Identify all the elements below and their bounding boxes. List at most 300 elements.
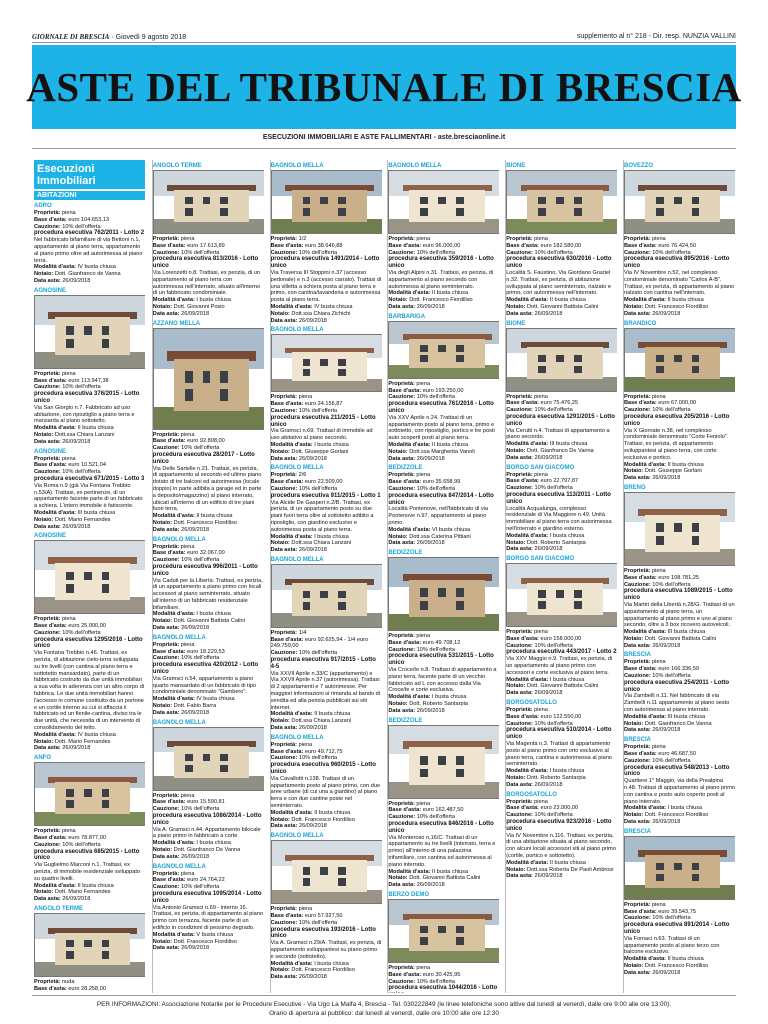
auction-mode-label: Modalità d'asta: <box>270 960 313 967</box>
listing-entry <box>624 902 735 977</box>
listing-location: BAGNOLO MELLA <box>270 163 324 169</box>
auction-mode-value: II busta chiusa <box>432 868 469 875</box>
deposit-value: 10% dell'offerta <box>534 249 573 256</box>
deposit-label: Cauzione: <box>270 407 298 414</box>
base-price-label: Base d'asta: <box>624 666 657 673</box>
listing-entry <box>388 801 499 889</box>
procedure-number: procedura esecutiva 205/2016 - Lotto unico <box>624 413 730 427</box>
base-price-label: Base d'asta: <box>270 748 304 755</box>
procedure-number: procedura esecutiva 548/2013 - Lotto unico <box>624 764 730 778</box>
auction-mode-label: Modalità d'asta: <box>624 805 667 812</box>
auction-date-label: Data asta: <box>388 707 416 714</box>
deposit-label: Cauzione: <box>34 384 61 391</box>
property-photo <box>271 334 382 392</box>
auction-date-label: Data asta: <box>270 547 298 554</box>
auction-mode-value: I busta chiusa <box>196 611 231 618</box>
auction-date-label: Data asta: <box>152 853 180 860</box>
deposit-value: 10% dell'offerta <box>298 919 338 926</box>
ownership-value: piena <box>61 455 76 462</box>
auction-date-value: 26/09/2018 <box>534 454 563 461</box>
auction-date-value: 26/09/2018 <box>652 475 681 482</box>
listing-entry <box>506 394 617 462</box>
deposit-value: 10% dell'offerta <box>298 755 338 762</box>
notary-label: Notaio: <box>270 540 290 547</box>
ownership-label: Proprietà: <box>270 741 298 748</box>
listing-entry <box>388 472 499 547</box>
notary-label: Notaio: <box>34 271 54 278</box>
deposit-label: Cauzione: <box>270 919 298 926</box>
notary-value: Dott. Roberto Santarpia <box>527 539 586 546</box>
auction-date-label: Data asta: <box>34 523 61 530</box>
base-price-value: euro 182.580,00 <box>540 242 582 249</box>
property-photo <box>506 170 617 234</box>
auction-date-label: Data asta: <box>388 455 416 462</box>
listing-location: ANFO <box>34 755 51 762</box>
property-photo <box>388 899 499 963</box>
base-price-value: euro 22.797,87 <box>540 478 579 485</box>
listing-column <box>152 160 264 993</box>
auction-mode-label: Modalità d'asta: <box>388 290 431 297</box>
listing-location: BRENO <box>624 484 646 491</box>
auction-date-value: 26/09/2018 <box>416 540 445 547</box>
property-photo <box>388 725 499 799</box>
auction-date-value: 26/09/2018 <box>62 896 91 903</box>
listings-columns <box>34 160 734 993</box>
deposit-label: Cauzione: <box>152 557 180 564</box>
auction-date-label: Data asta: <box>388 882 416 889</box>
auction-date-label: Data asta: <box>388 303 416 310</box>
auction-mode-value: IV busta chiusa <box>196 696 235 703</box>
auction-date-label: Data asta: <box>624 727 651 734</box>
auction-date-label: Data asta: <box>506 310 533 317</box>
base-price-value: euro 49.712,75 <box>304 748 343 755</box>
listing-entry <box>34 979 145 993</box>
auction-date-label: Data asta: <box>624 969 651 976</box>
property-description: Via degli Alpini n.31. Trattasi, ex perizia, di appartamento al piano secondo con autorimessa al piano seminterrato. <box>388 269 494 290</box>
deposit-value: 10% dell'offerta <box>181 445 220 452</box>
base-price-value: euro 38.646,88 <box>304 242 343 249</box>
notary-value: Dott. Francesco Fiordiliso <box>291 967 355 974</box>
property-photo <box>271 840 382 904</box>
auction-date-value: 26/09/2018 <box>181 526 210 533</box>
listing-entry <box>506 236 617 318</box>
procedure-number: procedura esecutiva 1095/2014 - Lotto unico <box>152 891 262 904</box>
base-price-value: euro 24.764,22 <box>187 877 225 884</box>
ownership-value: piena <box>180 870 195 877</box>
auction-mode-label: Modalità d'asta: <box>152 513 195 520</box>
base-price-value: euro 162.487,50 <box>422 807 464 814</box>
listing-entry <box>153 432 264 534</box>
listing-location: BAGNOLO MELLA <box>270 556 324 563</box>
auction-mode-value: I busta chiusa <box>667 805 703 812</box>
deposit-label: Cauzione: <box>506 249 533 256</box>
ownership-label: Proprietà: <box>506 798 533 805</box>
notary-value: Dott. Giuseppe Gorlani <box>644 468 702 475</box>
deposit-value: 10% dell'offerta <box>534 812 573 819</box>
listing-entry <box>153 871 264 953</box>
procedure-number: procedura esecutiva 813/2016 - Lotto unico <box>152 256 259 270</box>
notary-label: Notaio: <box>152 938 173 945</box>
base-price-label: Base d'asta: <box>388 639 422 646</box>
deposit-label: Cauzione: <box>152 249 180 256</box>
listing-location: AGNOSINE <box>34 448 67 455</box>
property-photo <box>34 762 145 826</box>
ownership-value: 2/6 <box>298 472 307 479</box>
auction-mode-value: I busta chiusa <box>314 960 349 967</box>
ownership-value: piena <box>180 792 195 799</box>
ownership-label: Proprietà: <box>34 979 61 985</box>
procedure-number: procedura esecutiva 917/2015 - Lotto 4-5 <box>270 657 376 670</box>
notary-value: Dott.ssa Chiara Zichichi <box>291 310 351 317</box>
base-price-value: euro 78.877,00 <box>68 835 106 842</box>
property-photo <box>153 328 264 430</box>
deposit-label: Cauzione: <box>506 485 533 492</box>
deposit-value: 10% dell'offerta <box>652 757 691 764</box>
auction-mode-label: Modalità d'asta: <box>506 441 549 448</box>
auction-mode-value: II busta chiusa <box>549 297 586 304</box>
notary-value: Dott.ssa Roberta De Paoli Ambrosi <box>527 866 614 873</box>
auction-date-value: 26/09/2018 <box>62 745 91 752</box>
base-price-value: euro 23.000,00 <box>540 805 579 812</box>
property-photo <box>624 170 735 234</box>
deposit-label: Cauzione: <box>388 646 416 653</box>
property-photo <box>388 321 499 379</box>
page-title: ASTE DEL TRIBUNALE DI BRESCIA <box>26 64 742 110</box>
deposit-label: Cauzione: <box>624 407 651 414</box>
notary-value: Dott. Giovanni Battista Calini <box>644 635 717 642</box>
masthead-bar <box>32 33 736 41</box>
auction-mode-value: VI busta chiusa <box>432 526 471 533</box>
base-price-value: euro 76.424,50 <box>658 242 696 249</box>
ownership-value: piena <box>416 633 431 640</box>
auction-date-value: 26/09/2018 <box>652 727 681 734</box>
notary-label: Notaio: <box>624 720 644 727</box>
deposit-label: Cauzione: <box>506 642 533 649</box>
auction-mode-label: Modalità d'asta: <box>270 303 313 310</box>
auction-date-label: Data asta: <box>270 823 298 830</box>
title-banner <box>26 45 742 129</box>
auction-mode-value: I busta chiusa <box>549 768 585 775</box>
notary-label: Notaio: <box>388 701 408 708</box>
notary-label: Notaio: <box>152 519 173 526</box>
base-price-label: Base d'asta: <box>34 462 67 469</box>
procedure-number: procedura esecutiva 761/2016 - Lotto unico <box>388 401 494 414</box>
ownership-label: Proprietà: <box>506 393 533 400</box>
auction-mode-value: V busta chiusa <box>196 931 234 938</box>
deposit-value: 10% dell'offerta <box>652 407 691 414</box>
base-price-label: Base d'asta: <box>506 242 539 249</box>
ownership-label: Proprietà: <box>624 659 651 666</box>
base-price-label: Base d'asta: <box>34 835 67 842</box>
auction-date-label: Data asta: <box>506 546 533 553</box>
base-price-label: Base d'asta: <box>34 216 67 223</box>
listing-entry <box>624 394 735 482</box>
deposit-label: Cauzione: <box>270 485 298 492</box>
deposit-value: 10% dell'offerta <box>652 673 691 680</box>
procedure-number: procedura esecutiva 847/2014 - Lotto unico <box>388 492 494 506</box>
notary-label: Notaio: <box>270 967 290 974</box>
notary-value: Dott. Giovanni Battista Calini <box>527 683 599 690</box>
listing-column <box>34 160 145 993</box>
ownership-value: piena <box>298 394 313 401</box>
auction-date-value: 26/09/2018 <box>416 455 445 462</box>
deposit-value: 10% dell'offerta <box>416 394 455 401</box>
listing-location: BRESCIA <box>624 737 652 744</box>
ownership-label: Proprietà: <box>152 641 180 648</box>
procedure-number: procedura esecutiva 28/2017 - Lotto unico <box>152 451 255 465</box>
notary-label: Notaio: <box>34 431 54 438</box>
auction-mode-label: Modalità d'asta: <box>624 461 667 468</box>
listing-location: BEDIZZOLE <box>388 465 423 472</box>
deposit-value: 10% dell'offerta <box>416 814 455 821</box>
property-photo <box>271 170 382 234</box>
listing-entry <box>271 472 382 554</box>
auction-mode-value: II busta chiusa <box>314 809 351 816</box>
auction-mode-label: Modalità d'asta: <box>388 694 431 701</box>
deposit-label: Cauzione: <box>624 915 651 922</box>
deposit-value: 10% dell'offerta <box>416 485 455 492</box>
ownership-value: piena <box>61 370 76 377</box>
auction-date-label: Data asta: <box>624 642 651 649</box>
base-price-value: euro 10.521,04 <box>68 462 106 469</box>
base-price-value: euro 75.476,25 <box>540 400 579 407</box>
ownership-label: Proprietà: <box>152 870 180 877</box>
auction-mode-label: Modalità d'asta: <box>270 711 313 718</box>
page-subtitle: ESECUZIONI IMMOBILIARI E ASTE FALLIMENTARI - aste.bresciaonline.it <box>262 134 506 141</box>
property-description: Via Alcide De Gasperi n.2/B. Trattasi, ex perizia, di un appartamento posto su due piani fuori terra oltre al sottotetto adibito a ripostiglio, con giardino esclusivo e autorimessa posta al piano terra. <box>270 499 374 533</box>
auction-mode-label: Modalità d'asta: <box>388 441 431 448</box>
auction-mode-label: Modalità d'asta: <box>388 868 431 875</box>
deposit-value: 10% dell'offerta <box>62 384 101 391</box>
listing-entry <box>271 630 382 732</box>
ownership-label: Proprietà: <box>270 394 298 401</box>
ownership-label: Proprietà: <box>624 567 651 574</box>
ownership-label: Proprietà: <box>270 236 298 242</box>
notary-label: Notaio: <box>34 889 54 896</box>
notary-value: Dott. Francesco Fiordiliso <box>644 962 709 969</box>
procedure-number: procedura esecutiva 891/2014 - Lotto unico <box>624 922 730 935</box>
auction-date-label: Data asta: <box>624 310 651 317</box>
procedure-number: procedura esecutiva 846/2016 - Lotto unico <box>388 821 494 834</box>
base-price-value: euro 122.550,00 <box>540 713 582 720</box>
property-photo <box>271 564 382 628</box>
notary-label: Notaio: <box>506 303 526 310</box>
deposit-value: 10% dell'offerta <box>298 485 338 492</box>
listing-entry <box>506 472 617 554</box>
deposit-label: Cauzione: <box>388 394 416 401</box>
property-description: Via X Giornate n.38, nel complesso condominiale denominato "Corte Feniolo". Trattasi, ex perizia, di appartamento sviluppantesi al piano terra, con corte esclusiva e portico. <box>624 427 729 461</box>
ownership-value: piena <box>180 236 195 242</box>
auction-mode-label: Modalità d'asta: <box>152 931 195 938</box>
base-price-label: Base d'asta: <box>506 713 539 720</box>
auction-date-value: 26/09/2018 <box>181 709 210 716</box>
notary-label: Notaio: <box>152 847 173 854</box>
procedure-number: procedura esecutiva 923/2016 - Lotto unico <box>506 819 612 832</box>
listing-column <box>387 160 499 993</box>
notary-label: Notaio: <box>624 812 644 819</box>
listing-location: BARBARIGA <box>388 313 426 320</box>
base-price-value: euro 193.250,00 <box>422 387 464 394</box>
auction-date-label: Data asta: <box>152 945 180 952</box>
base-price-label: Base d'asta: <box>506 478 539 485</box>
base-price-label: Base d'asta: <box>152 550 186 557</box>
auction-date-label: Data asta: <box>34 745 61 752</box>
notary-label: Notaio: <box>34 738 54 745</box>
property-description: Via Traversa III Stoppini n.37 (accesso pedonale) e n.3 (accesso carraio). Trattasi di una villetta a schiera posta al piano terra e primo, con cantina/lavanderia e autorimessa posta al piano terra. <box>270 269 382 304</box>
ownership-label: Proprietà: <box>34 616 61 623</box>
auction-mode-label: Modalità d'asta: <box>506 859 549 866</box>
ownership-label: Proprietà: <box>388 236 415 242</box>
auction-date-value: 26/09/2018 <box>534 690 563 697</box>
auction-date-label: Data asta: <box>506 454 533 461</box>
auction-mode-label: Modalità d'asta: <box>270 441 313 448</box>
base-price-label: Base d'asta: <box>388 971 422 978</box>
auction-date-value: 26/09/2018 <box>181 625 210 632</box>
notary-value: Dott. Giovanni Battista Calini <box>173 618 245 625</box>
deposit-label: Cauzione: <box>34 223 61 230</box>
property-photo <box>153 727 264 791</box>
property-photo <box>34 540 145 614</box>
deposit-label: Cauzione: <box>34 841 61 848</box>
newspaper-name: GIORNALE DI BRESCIA <box>32 33 110 41</box>
auction-mode-label: Modalità d'asta: <box>388 526 431 533</box>
ownership-value: 1/2 <box>298 236 307 242</box>
ownership-value: piena <box>651 744 666 751</box>
notary-value: Dott. Giovanni Battista Calini <box>409 875 481 882</box>
auction-date-label: Data asta: <box>270 455 298 462</box>
listing-entry <box>624 659 735 734</box>
notary-label: Notaio: <box>270 310 290 317</box>
ownership-value: piena <box>534 629 548 636</box>
ownership-value: piena <box>416 965 431 972</box>
procedure-number: procedura esecutiva 895/2016 - Lotto unico <box>624 256 730 270</box>
base-price-value: euro 22.509,00 <box>304 479 343 486</box>
ownership-value: piena <box>180 641 195 648</box>
auction-mode-value: I busta chiusa <box>196 840 231 847</box>
notary-value: Dott. Roberto Santarpia <box>409 701 468 708</box>
procedure-number: procedura esecutiva 1089/2015 - Lotto unico <box>624 588 733 602</box>
property-description: Via Martiri della Libertà n.28/G. Trattasi di un appartamento al piano terra, un appartamento al piano primo e uno al piano secondo, oltre a 3 box ricovero autoveicoli. <box>624 601 735 629</box>
auction-mode-label: Modalità d'asta: <box>152 840 195 847</box>
notary-label: Notaio: <box>388 875 408 882</box>
auction-date-label: Data asta: <box>152 526 180 533</box>
deposit-value: 10% dell'offerta <box>62 469 101 476</box>
listing-location: BIONE <box>506 320 526 327</box>
base-price-label: Base d'asta: <box>624 908 657 915</box>
notary-value: Dott. Giovanni Battista Calini <box>527 303 599 310</box>
auction-mode-label: Modalità d'asta: <box>624 629 667 636</box>
base-price-value: euro 49.708,12 <box>422 639 461 646</box>
property-description: Via Lorenzetti n.8. Trattasi, ex perizia, di un appartamento al piano terra con autorimessa nell'interrato, situato all'interno di un fabbricato condominiale. <box>152 269 261 297</box>
ownership-value: piena <box>534 798 548 805</box>
listing-location: ANGOLO TERME <box>152 163 202 169</box>
procedure-number: procedura esecutiva 1491/2014 - Lotto unico <box>270 256 380 270</box>
property-description: Via San Giorgio n.7. Fabbricato ad uso abitazione, con ripostiglio a piano terra e mansarda al piano sottotetto. <box>34 404 135 425</box>
auction-date-label: Data asta: <box>624 819 651 826</box>
auction-date-value: 26/09/2018 <box>181 945 210 952</box>
notary-value: Dott. Francesco Fiordiliso <box>173 938 238 945</box>
auction-mode-value: I busta chiusa <box>314 441 349 448</box>
auction-mode-value: IV busta chiusa <box>77 731 116 738</box>
notary-label: Notaio: <box>624 468 644 475</box>
ownership-label: Proprietà: <box>624 901 651 908</box>
listing-location: AGNOSINE <box>34 533 67 540</box>
listing-entry <box>153 793 264 861</box>
ownership-value: piena <box>416 472 431 479</box>
listing-entry <box>506 707 617 789</box>
listing-entry <box>388 965 499 993</box>
notary-label: Notaio: <box>506 539 526 546</box>
auction-mode-value: II busta chiusa <box>667 297 704 304</box>
property-photo <box>624 328 735 392</box>
auction-mode-label: Modalità d'asta: <box>506 532 549 539</box>
notary-label: Notaio: <box>152 703 173 710</box>
ownership-label: Proprietà: <box>388 800 415 807</box>
property-photo <box>624 492 735 566</box>
notary-label: Notaio: <box>270 816 290 823</box>
listing-location: BIONE <box>506 163 526 169</box>
base-price-value: euro 39.543,75 <box>658 908 696 915</box>
property-description: Località Acqualunga, complesso residenziale di Via Maggiore n.49. Unità immobiliare al piano terra con autorimessa nell'interrato e giardino esterno. <box>506 505 612 532</box>
property-description: Via Croce/te n.8. Trattasi di appartamento a piano terra, facente parte di un vecchio fabbricato ad L con accesso dalla Via Croce/te e corte esclusiva. <box>388 667 497 694</box>
listing-location: AGNOSINE <box>34 287 67 294</box>
listing-location: BEDIZZOLE <box>388 717 423 724</box>
procedure-number: procedura esecutiva 1086/2014 - Lotto unico <box>152 813 262 826</box>
auction-mode-value: I busta chiusa <box>549 676 585 683</box>
ownership-label: Proprietà: <box>388 472 415 479</box>
auction-date-value: 26/09/2018 <box>181 310 210 317</box>
ownership-label: Proprietà: <box>624 236 651 242</box>
notary-value: Dott. Giuseppe Gorlani <box>291 448 349 455</box>
ownership-value: piena <box>534 236 548 242</box>
notary-value: Dott. Gianfranco De Vanna <box>644 720 712 727</box>
notary-label: Notaio: <box>34 516 54 523</box>
supplement-info: supplemento al n° 218 - Dir. resp. NUNZIA VALLINI <box>576 33 736 40</box>
auction-mode-label: Modalità d'asta: <box>624 956 667 963</box>
deposit-label: Cauzione: <box>152 884 180 891</box>
notary-value: Dott. Francesco Fiordiliso <box>173 519 238 526</box>
listing-entry <box>271 906 382 981</box>
ownership-label: Proprietà: <box>152 543 180 550</box>
ownership-label: Proprietà: <box>388 633 415 640</box>
base-price-label: Base d'asta: <box>152 242 186 249</box>
deposit-value: 10% dell'offerta <box>416 249 455 256</box>
notary-label: Notaio: <box>506 866 526 873</box>
property-description: Via XXV Aprile n.24. Trattasi di un appartamento posto al piano terra, primo e sottotetto, con ripostiglio, portico e tre posti auto scoperti posti al piano terra. <box>388 414 495 442</box>
auction-mode-value: II busta chiusa <box>196 513 233 520</box>
property-photo <box>506 328 617 392</box>
ownership-value: piena <box>651 901 666 908</box>
deposit-label: Cauzione: <box>270 650 298 657</box>
ownership-value: piena <box>298 741 313 748</box>
deposit-value: 10% dell'offerta <box>534 642 573 649</box>
property-photo <box>34 913 145 977</box>
listing-entry <box>271 236 382 324</box>
auction-date-value: 26/09/2018 <box>298 823 327 830</box>
auction-date-value: 26/09/2018 <box>652 642 681 649</box>
ownership-value: piena <box>416 236 431 242</box>
listing-location: BEDIZZOLE <box>388 550 423 557</box>
deposit-label: Cauzione: <box>624 673 651 680</box>
base-price-value: euro 92.808,00 <box>187 438 225 445</box>
auction-mode-value: II busta chiusa <box>432 290 469 297</box>
listing-location: ADRO <box>34 203 52 209</box>
base-price-value: euro 92.625,94 - 1/4 euro 249.759,00 <box>270 636 369 650</box>
ownership-label: Proprietà: <box>270 629 298 636</box>
subtitle-rule <box>32 148 736 149</box>
base-price-value: euro 104.653,13 <box>68 216 110 223</box>
auction-date-value: 26/09/2018 <box>416 707 445 714</box>
